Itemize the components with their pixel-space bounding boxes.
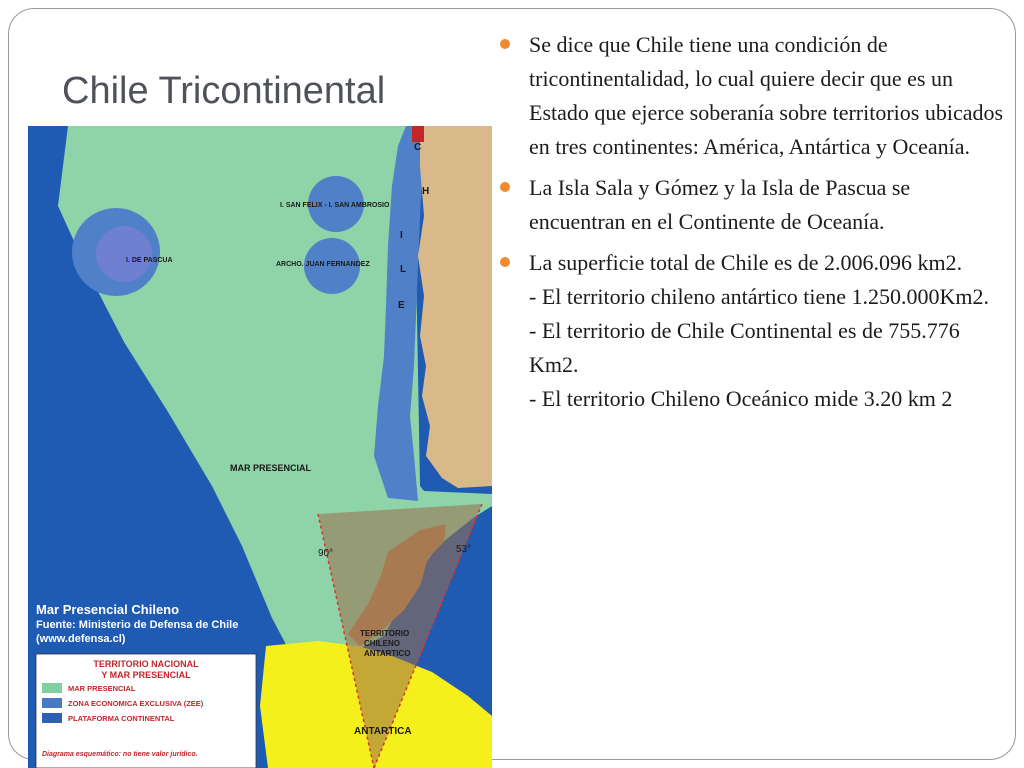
- bullet-tricontinental: [500, 28, 1005, 164]
- legend-heading-1: TERRITORIO NACIONAL: [93, 659, 199, 669]
- legend-label-mar: MAR PRESENCIAL: [68, 684, 136, 693]
- legend-swatch-plataforma: [42, 713, 62, 723]
- zee-pascua-inner: [96, 226, 152, 282]
- map-caption-source: Fuente: Ministerio de Defensa de Chile: [36, 619, 239, 631]
- label-country-e: E: [398, 300, 405, 311]
- label-territorio-1: TERRITORIO: [360, 629, 410, 638]
- bullet-line: - El territorio Chileno Oceánico mide 3.20 km 2: [529, 386, 953, 411]
- label-meridian-west: 90°: [318, 548, 334, 559]
- legend-label-zee: ZONA ECONOMICA EXCLUSIVA (ZEE): [68, 699, 204, 708]
- label-san-felix: I. SAN FELIX - I. SAN AMBROSIO: [280, 202, 390, 209]
- bullet-line: La superficie total de Chile es de 2.006.096 km2.: [529, 250, 963, 275]
- slide-title: Chile Tricontinental: [62, 70, 386, 112]
- bullet-list: [500, 28, 1005, 423]
- map-caption-url: (www.defensa.cl): [36, 633, 126, 645]
- legend-swatch-zee: [42, 698, 62, 708]
- legend-heading-2: Y MAR PRESENCIAL: [101, 670, 191, 680]
- bullet-superficie: [500, 246, 1005, 416]
- label-country-h: H: [422, 186, 430, 197]
- label-mar-presencial: MAR PRESENCIAL: [230, 463, 312, 473]
- label-territorio-2: CHILENO: [364, 639, 400, 648]
- legend-label-plataforma: PLATAFORMA CONTINENTAL: [68, 714, 175, 723]
- bullet-text: La Isla Sala y Gómez y la Isla de Pascua se encuentran en el Continente de Oceanía.: [529, 175, 911, 234]
- bullet-oceania-islands: [500, 171, 1005, 239]
- bullet-text: Se dice que Chile tiene una condición de tricontinentalidad, lo cual quiere decir que es un Estado que ejerce soberanía sobre territorios ubicados en tres continentes: América, Antártica y Oceanía.: [529, 32, 1004, 159]
- label-pascua: I. DE PASCUA: [126, 257, 173, 264]
- land-peru-strip: [412, 126, 424, 142]
- label-antartica: ANTARTICA: [354, 726, 412, 737]
- map-image: [28, 126, 492, 768]
- label-country-c: C: [414, 142, 422, 153]
- map-caption-title: Mar Presencial Chileno: [36, 602, 180, 617]
- land-south-america: [418, 126, 492, 488]
- bullet-line: - El territorio chileno antártico tiene 1.250.000Km2.: [529, 284, 990, 309]
- label-territorio-3: ANTARTICO: [364, 649, 411, 658]
- label-meridian-east: 53°: [456, 544, 472, 555]
- label-country-l: L: [400, 264, 407, 275]
- label-juan-fernandez: ARCHO. JUAN FERNANDEZ: [276, 261, 370, 268]
- label-country-i: I: [400, 230, 403, 241]
- legend-swatch-mar: [42, 683, 62, 693]
- bullet-line: - El territorio de Chile Continental es de 755.776 Km2.: [529, 318, 960, 377]
- legend-note: Diagrama esquemático: no tiene valor jurídico.: [42, 751, 198, 758]
